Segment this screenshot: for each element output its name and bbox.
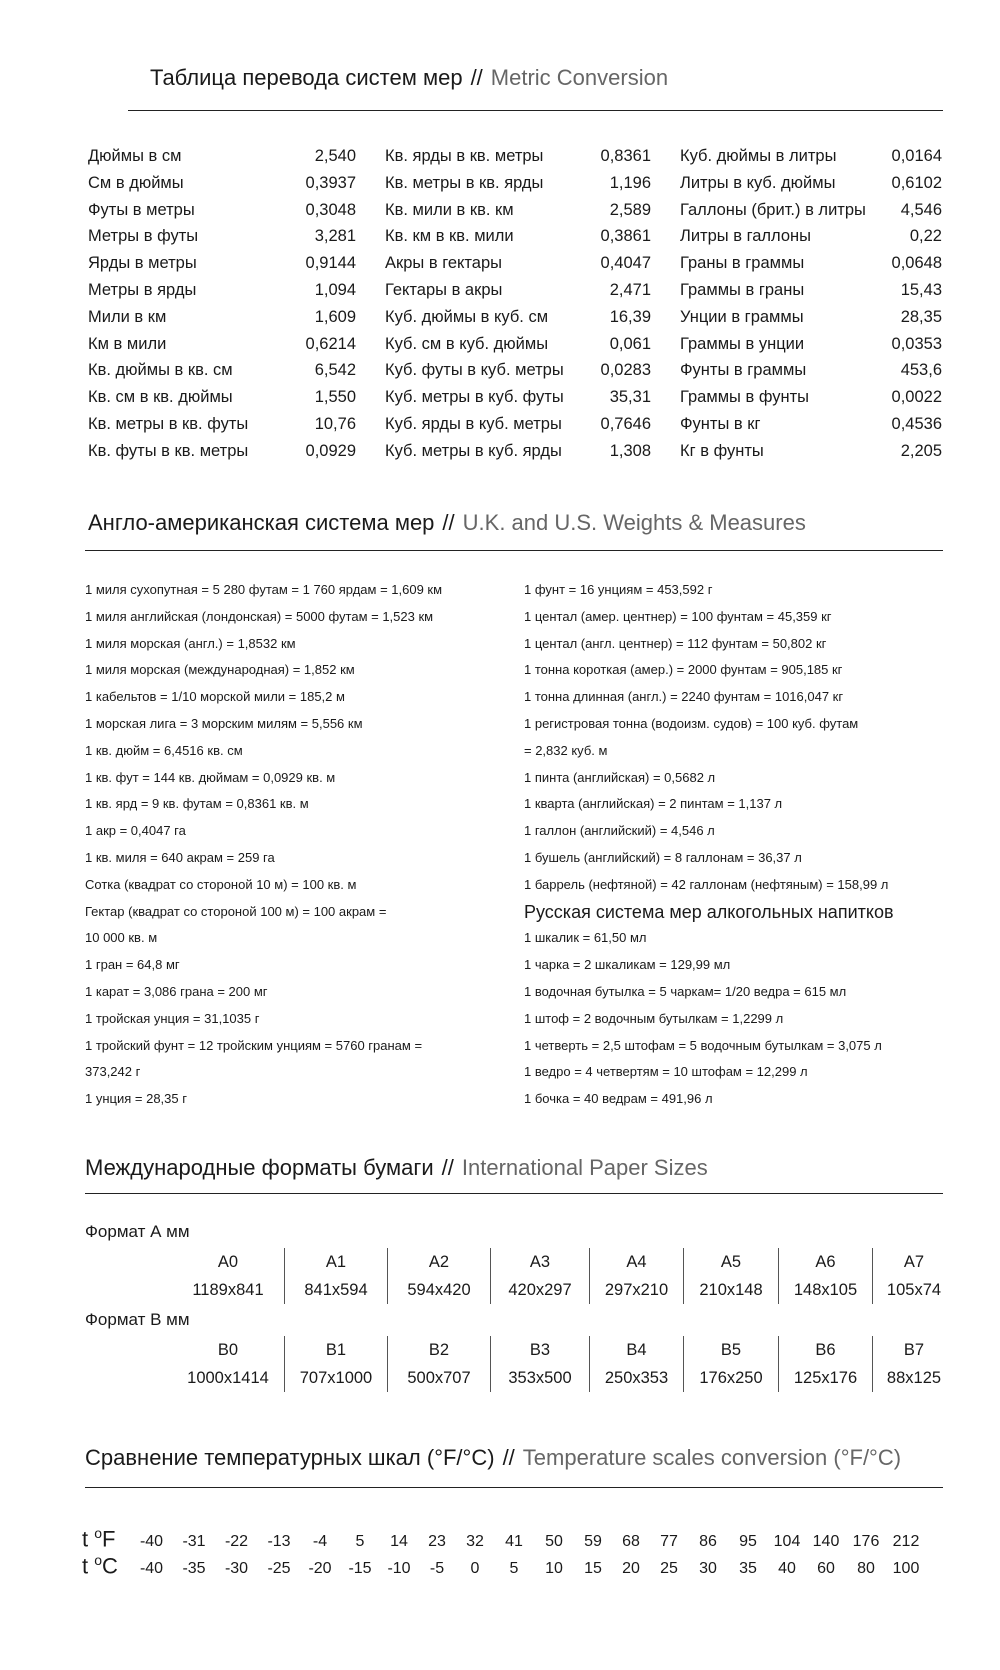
conversion-label: Км в мили [88, 334, 167, 353]
fahrenheit-value: 104 [773, 1533, 801, 1551]
conversion-label: Ярды в метры [88, 254, 197, 273]
celsius-value: 35 [739, 1560, 757, 1578]
paper-size-dims: 1189x841 [192, 1281, 264, 1299]
conversion-row [88, 277, 356, 304]
conversion-label: Фунты в граммы [680, 361, 807, 380]
paper-size-cell [172, 1336, 284, 1392]
measure-line: 1 центал (англ. центнер) = 112 фунтам = 50,802 кг [524, 635, 827, 651]
paper-size-dims: 500x707 [407, 1369, 471, 1387]
conversion-label: Куб. футы в куб. метры [385, 361, 564, 380]
conversion-row [680, 304, 942, 331]
paper-size-cell [872, 1336, 955, 1392]
paper-size-dims: 353x500 [508, 1369, 572, 1387]
paper-size-dims: 420x297 [508, 1281, 572, 1299]
conversion-row [385, 250, 651, 277]
celsius-value: 30 [699, 1560, 717, 1578]
paper-size-cell [284, 1248, 387, 1304]
conversion-label: Куб. ярды в куб. метры [385, 414, 562, 433]
paper-b-grid [172, 1336, 955, 1392]
measure-line: 1 морская лига = 3 морским милям = 5,556 км [85, 715, 363, 731]
conversion-row [680, 331, 942, 358]
paper-size-name: A0 [217, 1253, 239, 1271]
conversion-row [88, 438, 356, 465]
paper-size-dims: 297x210 [604, 1281, 669, 1299]
conversion-value: 2,540 [314, 147, 356, 165]
conversion-value: 15,43 [900, 280, 942, 299]
measure-line: 1 четверть = 2,5 штофам = 5 водочным бутылкам = 3,075 л [524, 1037, 882, 1053]
conversion-row [88, 170, 356, 197]
temperature-title [85, 1445, 901, 1471]
conversion-row [385, 357, 651, 384]
paper-size-cell [683, 1336, 778, 1392]
measure-line: 1 штоф = 2 водочным бутылкам = 1,2299 л [524, 1010, 784, 1026]
measure-line: 1 бушель (английский) = 8 галлонам = 36,37 л [524, 849, 802, 865]
measure-line: 1 гран = 64,8 мг [85, 957, 180, 973]
celsius-row [82, 1552, 926, 1579]
measure-line: 10 000 кв. м [85, 930, 158, 946]
conversion-row [680, 170, 942, 197]
conversion-label: Метры в футы [88, 227, 199, 246]
conversion-row [680, 143, 942, 170]
fahrenheit-values [130, 1533, 926, 1551]
conversion-label: Куб. дюймы в литры [680, 147, 837, 165]
conversion-label: Куб. см в куб. дюймы [385, 334, 549, 353]
fahrenheit-value: -4 [312, 1533, 328, 1551]
conversion-value: 1,550 [314, 388, 356, 407]
celsius-value: -35 [182, 1560, 206, 1578]
conversion-label: Галлоны (брит.) в литры [680, 200, 866, 219]
fahrenheit-value: 176 [852, 1533, 880, 1551]
paper-a-label: Формат А мм [85, 1222, 190, 1241]
conversion-value: 2,471 [609, 280, 651, 299]
measure-line: 1 акр = 0,4047 га [85, 823, 186, 839]
ukus-title-ru: Англо-американская система мер [88, 510, 435, 535]
conversion-value: 0,0022 [891, 388, 942, 407]
conversion-value: 0,0353 [891, 334, 942, 353]
celsius-value: 15 [584, 1560, 602, 1578]
conversion-value: 453,6 [900, 361, 942, 380]
temperature-title-en: Temperature scales conversion (°F/°C) [522, 1445, 902, 1470]
paper-size-dims: 707x1000 [299, 1369, 373, 1387]
conversion-label: Кв. мили в кв. км [385, 200, 514, 219]
paper-size-name: B7 [903, 1341, 925, 1359]
paper-size-cell [387, 1336, 490, 1392]
conversion-row [385, 170, 651, 197]
measure-line: 1 водочная бутылка = 5 чаркам= 1/20 ведра = 615 мл [524, 983, 847, 999]
conversion-value: 0,4047 [600, 254, 651, 273]
conversion-label: Фунты в кг [680, 414, 761, 433]
conversion-label: Кв. дюймы в кв. см [88, 361, 233, 380]
conversion-row [680, 197, 942, 224]
ukus-title [88, 510, 806, 536]
fahrenheit-value: 140 [812, 1533, 840, 1551]
ukus-title-separator: // [442, 510, 455, 535]
paper-size-cell [284, 1336, 387, 1392]
conversion-row [680, 277, 942, 304]
paper-size-cell [683, 1248, 778, 1304]
fahrenheit-value: -31 [182, 1533, 206, 1551]
measure-line: 1 кварта (английская) = 2 пинтам = 1,137 л [524, 796, 783, 812]
conversion-row [385, 411, 651, 438]
conversion-label: Граммы в фунты [680, 388, 810, 407]
paper-size-cell [778, 1336, 872, 1392]
paper-size-name: B2 [428, 1341, 450, 1359]
paper-size-dims: 105x74 [886, 1281, 942, 1299]
fahrenheit-value: 32 [466, 1533, 484, 1551]
paper-title-separator: // [441, 1155, 454, 1180]
paper-size-name: B3 [529, 1341, 551, 1359]
paper-size-dims: 1000x1414 [187, 1369, 269, 1387]
ukus-rule [85, 550, 943, 551]
celsius-value: -40 [139, 1560, 164, 1578]
conversion-value: 0,6214 [305, 334, 356, 353]
celsius-label: t $^o$C [82, 1552, 118, 1579]
metric-column-3 [680, 143, 942, 465]
conversion-label: Граммы в граны [680, 280, 805, 299]
fahrenheit-value: 86 [699, 1533, 717, 1551]
measure-line: 1 тонна короткая (амер.) = 2000 фунтам = 905,185 кг [524, 662, 843, 678]
conversion-row [680, 438, 942, 465]
paper-size-name: B4 [626, 1341, 647, 1359]
conversion-label: Литры в куб. дюймы [680, 173, 836, 192]
measure-line: Сотка (квадрат со стороной 10 м) = 100 кв. м [85, 876, 357, 892]
conversion-label: Граны в граммы [680, 254, 805, 273]
conversion-row [385, 438, 651, 465]
paper-size-dims: 210x148 [699, 1281, 763, 1299]
measure-line: 1 тонна длинная (англ.) = 2240 фунтам = 1016,047 кг [524, 689, 844, 705]
measure-line: 1 кабельтов = 1/10 морской мили = 185,2 м [85, 689, 345, 705]
conversion-label: Акры в гектары [385, 254, 503, 273]
paper-size-cell [589, 1248, 683, 1304]
paper-size-cell [778, 1248, 872, 1304]
paper-size-dims: 125x176 [793, 1369, 858, 1387]
paper-size-dims: 88x125 [886, 1369, 942, 1387]
fahrenheit-value: 212 [892, 1533, 920, 1551]
celsius-value: 60 [817, 1560, 835, 1578]
conversion-value: 4,546 [900, 200, 942, 219]
measure-line: 1 регистровая тонна (водоизм. судов) = 100 куб. футам [524, 715, 859, 731]
alcohol-subheading: Русская система мер алкогольных напитков [524, 901, 894, 922]
conversion-row [680, 250, 942, 277]
paper-size-name: B6 [815, 1341, 836, 1359]
measure-line: 1 кв. ярд = 9 кв. футам = 0,8361 кв. м [85, 796, 309, 812]
conversion-row [680, 357, 942, 384]
fahrenheit-value: 41 [505, 1533, 523, 1551]
fahrenheit-value: 23 [428, 1533, 446, 1551]
conversion-row [88, 250, 356, 277]
conversion-value: 28,35 [900, 307, 942, 326]
fahrenheit-value: -22 [224, 1533, 249, 1551]
paper-size-dims: 594x420 [407, 1281, 471, 1299]
celsius-value: -25 [267, 1560, 291, 1578]
conversion-label: Куб. метры в куб. футы [385, 388, 564, 407]
metric-title [150, 65, 668, 91]
paper-b-label: Формат В мм [85, 1310, 190, 1329]
paper-title [85, 1155, 708, 1181]
conversion-row [88, 223, 356, 250]
fahrenheit-value: 68 [622, 1533, 640, 1551]
conversion-row [385, 331, 651, 358]
conversion-row [88, 357, 356, 384]
conversion-label: Футы в метры [88, 200, 195, 219]
conversion-value: 0,22 [909, 227, 942, 246]
temperature-title-ru: Сравнение температурных шкал (°F/°С) [85, 1445, 495, 1470]
paper-size-dims: 250x353 [604, 1369, 669, 1387]
paper-size-name: B0 [217, 1341, 239, 1359]
conversion-label: Кв. метры в кв. футы [88, 414, 249, 433]
conversion-row [88, 384, 356, 411]
conversion-label: Куб. метры в куб. ярды [385, 441, 562, 460]
conversion-row [385, 304, 651, 331]
paper-size-name: A5 [720, 1253, 742, 1271]
conversion-value: 0,8361 [600, 147, 651, 165]
conversion-row [385, 223, 651, 250]
measure-line: 1 фунт = 16 унциям = 453,592 г [524, 582, 713, 597]
measure-line: 1 галлон (английский) = 4,546 л [524, 823, 715, 839]
conversion-label: Метры в ярды [88, 280, 197, 299]
celsius-value: 25 [660, 1560, 678, 1578]
fahrenheit-value: -13 [267, 1533, 291, 1551]
conversion-label: Куб. дюймы в куб. см [385, 307, 549, 326]
conversion-row [88, 143, 356, 170]
temperature-rule [85, 1487, 943, 1488]
measure-line: 1 миля морская (англ.) = 1,8532 км [85, 635, 296, 651]
measure-line: 1 тройский фунт = 12 тройским унциям = 5760 гранам = [85, 1037, 423, 1053]
paper-size-dims: 176x250 [699, 1369, 763, 1387]
conversion-value: 0,0164 [891, 147, 942, 165]
measure-line: 1 бочка = 40 ведрам = 491,96 л [524, 1091, 713, 1107]
conversion-value: 0,061 [609, 334, 651, 353]
fahrenheit-label: t $^o$F [82, 1525, 116, 1552]
conversion-label: Граммы в унции [680, 334, 805, 353]
conversion-row [680, 411, 942, 438]
conversion-row [88, 331, 356, 358]
fahrenheit-value: -40 [139, 1533, 164, 1551]
conversion-value: 1,308 [609, 441, 651, 460]
measure-line: 1 унция = 28,35 г [85, 1091, 187, 1107]
measure-line: = 2,832 куб. м [524, 742, 608, 758]
measure-line: 1 шкалик = 61,50 мл [524, 930, 647, 946]
celsius-value: 10 [545, 1560, 563, 1578]
measure-line: 1 миля английская (лондонская) = 5000 футам = 1,523 км [85, 608, 434, 624]
celsius-value: 80 [857, 1560, 875, 1578]
measure-line: 1 тройская унция = 31,1035 г [85, 1010, 260, 1026]
conversion-label: Кв. км в кв. мили [385, 227, 514, 246]
paper-title-en: International Paper Sizes [461, 1155, 708, 1180]
conversion-value: 0,6102 [891, 173, 942, 192]
paper-a-grid [172, 1248, 955, 1304]
conversion-label: Унции в граммы [680, 307, 804, 326]
paper-size-cell [490, 1248, 589, 1304]
conversion-value: 0,3048 [305, 200, 356, 219]
conversion-row [385, 277, 651, 304]
metric-column-1 [88, 143, 356, 465]
celsius-value: 20 [622, 1560, 640, 1578]
celsius-value: 40 [778, 1560, 796, 1578]
paper-size-name: A7 [903, 1253, 925, 1271]
conversion-value: 2,589 [609, 200, 651, 219]
celsius-value: -20 [308, 1560, 332, 1578]
ukus-title-en: U.K. and U.S. Weights & Measures [462, 510, 806, 535]
measure-line: Гектар (квадрат со стороной 100 м) = 100 акрам = [85, 903, 387, 919]
ukus-right-column [524, 577, 944, 1113]
fahrenheit-value: 50 [545, 1533, 563, 1551]
conversion-row [88, 197, 356, 224]
celsius-value: -5 [429, 1560, 445, 1578]
metric-column-2 [385, 143, 651, 465]
paper-size-name: A6 [815, 1253, 836, 1271]
measure-line: 1 ведро = 4 четвертям = 10 штофам = 12,299 л [524, 1064, 808, 1080]
conversion-row [88, 304, 356, 331]
paper-title-ru: Международные форматы бумаги [85, 1155, 434, 1180]
conversion-value: 0,7646 [600, 414, 651, 433]
paper-size-dims: 841x594 [304, 1281, 368, 1299]
conversion-label: Кг в фунты [680, 441, 764, 460]
conversion-label: Мили в км [88, 307, 167, 326]
conversion-value: 6,542 [314, 361, 356, 380]
conversion-label: Кв. см в кв. дюймы [88, 388, 233, 407]
conversion-row [385, 384, 651, 411]
fahrenheit-row [82, 1525, 926, 1552]
conversion-value: 0,9144 [305, 254, 356, 273]
fahrenheit-value: 77 [660, 1533, 678, 1551]
fahrenheit-value: 14 [390, 1533, 408, 1551]
conversion-value: 0,0648 [891, 254, 942, 273]
paper-rule [85, 1193, 943, 1194]
celsius-value: 0 [470, 1560, 480, 1578]
paper-size-name: A2 [428, 1253, 450, 1271]
metric-title-separator: // [470, 65, 483, 90]
conversion-value: 0,4536 [891, 414, 942, 433]
conversion-value: 35,31 [609, 388, 651, 407]
conversion-value: 0,0283 [600, 361, 651, 380]
conversion-value: 1,196 [609, 173, 651, 192]
paper-size-cell [490, 1336, 589, 1392]
measure-line: 373,242 г [85, 1064, 141, 1080]
conversion-value: 0,0929 [305, 441, 356, 460]
conversion-label: Кв. ярды в кв. метры [385, 147, 544, 165]
fahrenheit-value: 59 [584, 1533, 602, 1551]
measure-line: 1 пинта (английская) = 0,5682 л [524, 769, 716, 785]
conversion-label: Кв. метры в кв. ярды [385, 173, 544, 192]
conversion-value: 2,205 [900, 441, 942, 460]
conversion-value: 3,281 [314, 227, 356, 246]
paper-size-name: B5 [720, 1341, 742, 1359]
measure-line: 1 карат = 3,086 грана = 200 мг [85, 983, 268, 999]
celsius-value: -30 [224, 1560, 249, 1578]
measure-line: 1 миля морская (международная) = 1,852 км [85, 662, 355, 678]
conversion-value: 0,3937 [305, 173, 356, 192]
fahrenheit-value: 95 [739, 1533, 757, 1551]
paper-size-cell [387, 1248, 490, 1304]
conversion-row [680, 384, 942, 411]
celsius-value: -15 [348, 1560, 372, 1578]
measure-line: 1 центал (амер. центнер) = 100 фунтам = 45,359 кг [524, 608, 832, 624]
conversion-value: 10,76 [314, 414, 356, 433]
celsius-value: -10 [387, 1560, 411, 1578]
conversion-row [385, 197, 651, 224]
conversion-row [88, 411, 356, 438]
fahrenheit-value: 5 [355, 1533, 365, 1551]
paper-size-cell [589, 1336, 683, 1392]
measure-line: 1 кв. миля = 640 акрам = 259 га [85, 849, 275, 865]
paper-size-cell [172, 1248, 284, 1304]
measure-line: 1 кв. фут = 144 кв. дюймам = 0,0929 кв. м [85, 769, 336, 785]
metric-title-en: Metric Conversion [490, 65, 669, 90]
conversion-row [385, 143, 651, 170]
metric-title-ru: Таблица перевода систем мер [150, 65, 463, 90]
conversion-value: 1,609 [314, 307, 356, 326]
conversion-label: См в дюймы [88, 173, 184, 192]
paper-size-dims: 148x105 [793, 1281, 858, 1299]
paper-size-name: A1 [325, 1253, 347, 1271]
celsius-value: 5 [509, 1560, 519, 1578]
conversion-label: Гектары в акры [385, 280, 503, 299]
paper-size-name: A4 [626, 1253, 647, 1271]
conversion-value: 0,3861 [600, 227, 651, 246]
ukus-left-column [85, 577, 505, 1113]
celsius-value: 100 [892, 1560, 920, 1578]
conversion-row [680, 223, 942, 250]
measure-line: 1 баррель (нефтяной) = 42 галлонам (нефтяным) = 158,99 л [524, 876, 889, 892]
conversion-label: Литры в галлоны [680, 227, 811, 246]
measure-line: 1 чарка = 2 шкаликам = 129,99 мл [524, 957, 731, 973]
paper-size-cell [872, 1248, 955, 1304]
conversion-value: 16,39 [609, 307, 651, 326]
paper-size-name: B1 [325, 1341, 347, 1359]
metric-rule [128, 110, 943, 111]
conversion-value: 1,094 [314, 280, 356, 299]
measure-line: 1 миля сухопутная = 5 280 футам = 1 760 ярдам = 1,609 км [85, 582, 443, 597]
temperature-title-separator: // [502, 1445, 515, 1470]
conversion-label: Дюймы в см [88, 147, 182, 165]
measure-line: 1 кв. дюйм = 6,4516 кв. см [85, 742, 243, 758]
conversion-label: Кв. футы в кв. метры [88, 441, 249, 460]
paper-size-name: A3 [529, 1253, 551, 1271]
celsius-values [130, 1560, 926, 1578]
